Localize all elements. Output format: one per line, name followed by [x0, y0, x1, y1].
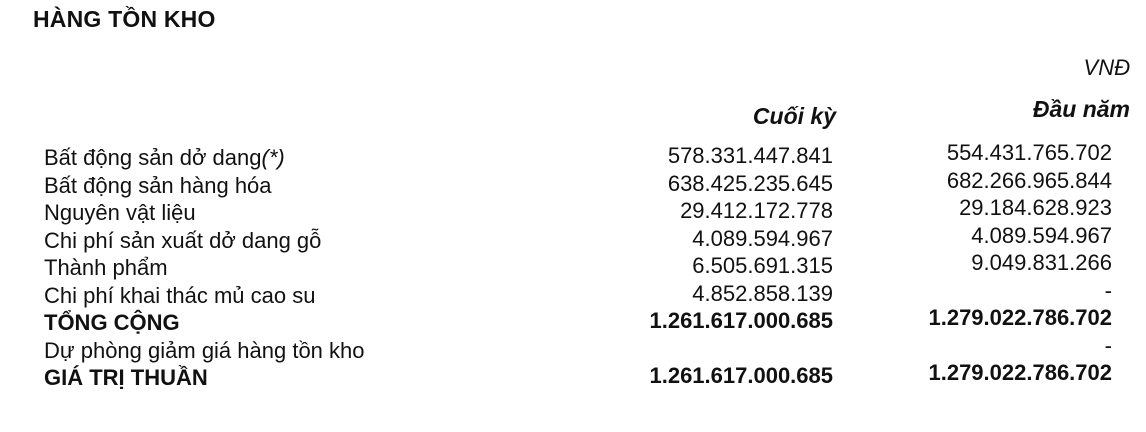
row-label: GIÁ TRỊ THUẦN [44, 365, 208, 390]
value-beginning-of-year: 682.266.965.844 [946, 167, 1112, 193]
section-title: HÀNG TỒN KHO [33, 6, 216, 32]
row-label: Chi phí sản xuất dở dang gỗ [44, 227, 322, 253]
value-beginning-of-year: - [1104, 332, 1112, 358]
currency-unit: VNĐ [1083, 55, 1130, 80]
value-end-of-period: 578.331.447.841 [667, 143, 833, 168]
value-beginning-of-year: 9.049.831.266 [971, 250, 1112, 275]
table-row-wood-wip-cost [0, 222, 1146, 254]
value-end-of-period: 4.852.858.139 [692, 280, 833, 306]
column-header-beginning-of-year: Đầu năm [1032, 96, 1130, 122]
value-beginning-of-year: 4.089.594.967 [971, 222, 1112, 248]
row-label: Nguyên vật liệu [44, 200, 196, 225]
row-label: TỔNG CỘNG [44, 310, 180, 335]
value-end-of-period: 29.412.172.778 [680, 198, 833, 223]
value-end-of-period: 1.261.617.000.685 [649, 363, 833, 388]
column-header-end-of-period: Cuối kỳ [752, 103, 836, 129]
value-beginning-of-year: 1.279.022.786.702 [928, 360, 1112, 385]
table-row-raw-materials [0, 195, 1146, 226]
row-label [44, 145, 285, 171]
value-beginning-of-year: 554.431.765.702 [946, 140, 1112, 165]
value-beginning-of-year: 29.184.628.923 [959, 195, 1112, 220]
inventory-table [0, 140, 1146, 391]
footnote-marker: (*) [261, 145, 285, 170]
row-label-text: Bất động sản dở dang [44, 145, 262, 170]
row-label: Chi phí khai thác mủ cao su [44, 282, 316, 308]
row-label: Bất động sản hàng hóa [44, 172, 272, 198]
table-row-total [0, 305, 1146, 336]
value-end-of-period: 6.505.691.315 [692, 253, 833, 278]
table-row-inventory-provision [0, 332, 1146, 364]
row-label: Thành phẩm [44, 255, 168, 280]
table-row-real-estate-goods [0, 167, 1146, 199]
value-end-of-period: 638.425.235.645 [667, 170, 833, 196]
table-row-rubber-latex-cost [0, 277, 1146, 309]
table-row-finished-goods [0, 250, 1146, 281]
row-label: Dự phòng giảm giá hàng tồn kho [44, 337, 365, 363]
value-end-of-period: 4.089.594.967 [692, 225, 833, 251]
value-beginning-of-year: 1.279.022.786.702 [928, 305, 1112, 330]
table-row-wip-real-estate [0, 140, 1146, 171]
value-end-of-period: 1.261.617.000.685 [649, 308, 833, 333]
value-beginning-of-year: - [1104, 277, 1112, 303]
table-row-net-value [0, 360, 1146, 391]
